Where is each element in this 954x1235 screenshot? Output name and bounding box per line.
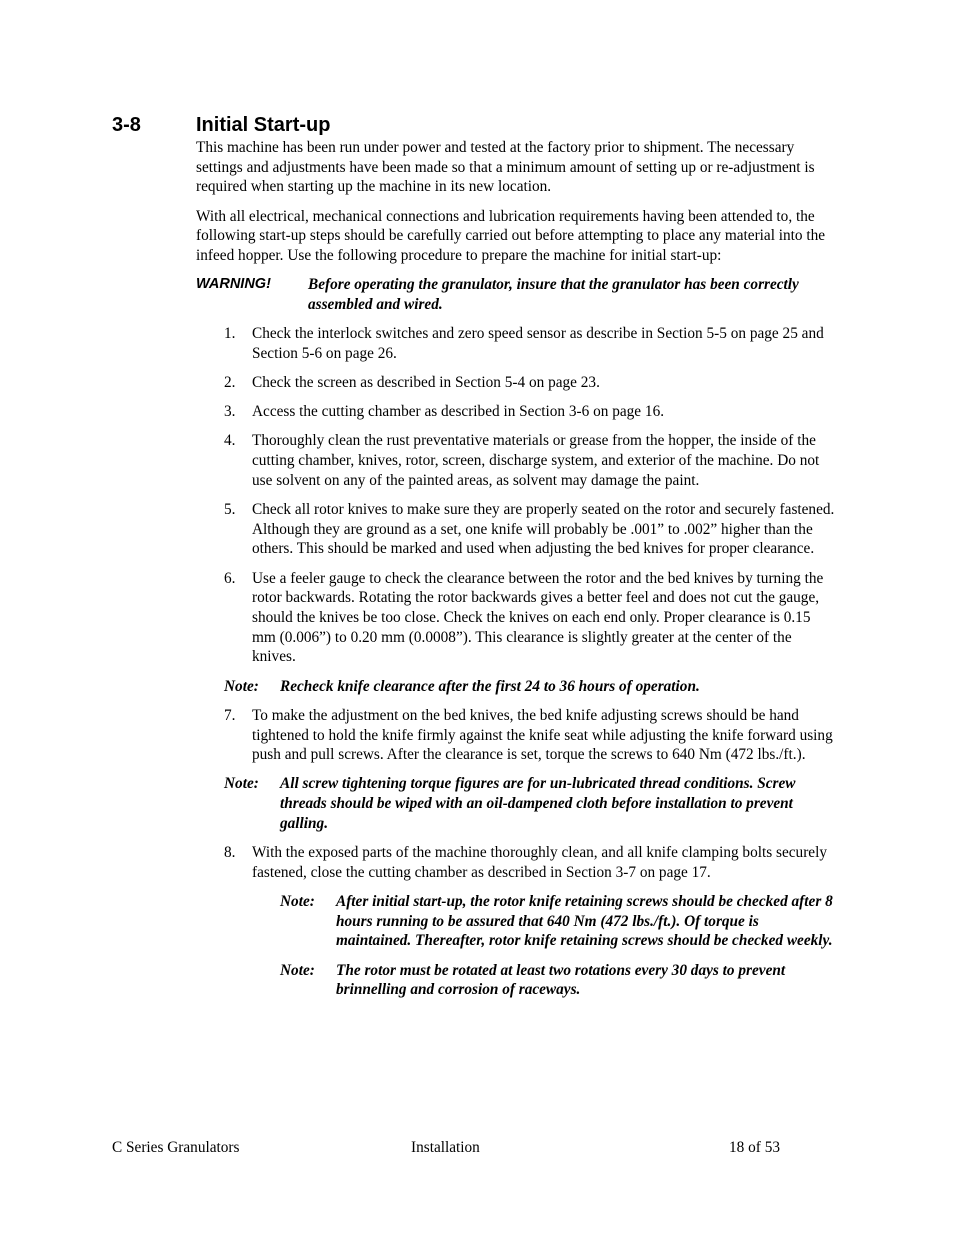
warning-callout: [196, 275, 836, 314]
note-label: Note:: [224, 775, 259, 793]
step-number: 7.: [224, 706, 236, 724]
list-item: [224, 569, 836, 668]
list-item: [224, 373, 836, 393]
step-text: Use a feeler gauge to check the clearance between the rotor and the bed knives by turning the rotor backwards. Rotating the rotor backwards gives a better feel and does not cut the gauge, should the knives be too close. Check the knives on each end only. Proper clearance is 0.15 mm (0.006”) to 0.20 mm (0.0008”). This clearance is slightly greater at the center of the knives.: [252, 569, 824, 666]
note-callout: [224, 774, 836, 833]
note-label: Note:: [224, 677, 259, 695]
note-text: All screw tightening torque figures are for un-lubricated thread conditions. Screw threads should be wiped with an oil-dampened cloth before installation to prevent galling.: [280, 775, 796, 832]
list-item: [224, 324, 836, 363]
step-number: 5.: [224, 501, 236, 519]
step-text: Check all rotor knives to make sure they are properly seated on the rotor and securely fastened. Although they are ground as a set, one knife will probably be .001” to .002” higher than the others. This should be marked and used when adjusting the bed knives for proper clearance.: [252, 501, 835, 558]
startup-steps-list: [196, 324, 836, 667]
step-number: 1.: [224, 325, 236, 343]
startup-steps-list-continued: [196, 706, 836, 765]
step-number: 4.: [224, 432, 236, 450]
section-heading: [112, 112, 330, 138]
note-text: Recheck knife clearance after the first 24 to 36 hours of operation.: [280, 677, 700, 695]
list-item: [224, 706, 836, 765]
section-number: 3-8: [112, 114, 141, 136]
step-number: 2.: [224, 374, 236, 392]
footer-chapter: Installation: [411, 1139, 480, 1156]
step-text: Thoroughly clean the rust preventative materials or grease from the hopper, the inside of the cutting chamber, knives, rotor, screen, discharge system, and exterior of the machine. Do not use solvent on any of the painted areas, as solvent may damage the paint.: [252, 432, 820, 489]
procedure-paragraph: With all electrical, mechanical connections and lubrication requirements having been attended to, the following start-up steps should be carefully carried out before attempting to place any material into the infeed hopper. Use the following procedure to prepare the machine for initial start-up:: [196, 207, 826, 265]
warning-text: Before operating the granulator, insure that the granulator has been correctly assembled and wired.: [308, 276, 799, 313]
list-item: [224, 843, 836, 882]
startup-steps-list-final: [196, 843, 836, 882]
step-text: To make the adjustment on the bed knives, the bed knife adjusting screws should be hand tightened to hold the knife firmly against the knife seat while adjusting the knife forward using push and pull screws. After the clearance is set, torque the screws to 640 Nm (472 lbs./ft.).: [252, 706, 833, 764]
step-number: 6.: [224, 569, 236, 587]
step-text: Check the screen as described in Section 5-4 on page 23.: [252, 374, 600, 392]
step-text: With the exposed parts of the machine thoroughly clean, and all knife clamping bolts securely fastened, close the cutting chamber as described in Section 3-7 on page 17.: [252, 844, 827, 881]
note-text: The rotor must be rotated at least two rotations every 30 days to prevent brinnelling and corrosion of raceways.: [336, 961, 786, 999]
list-item: [224, 431, 836, 490]
step-number: 8.: [224, 844, 236, 862]
note-label: Note:: [280, 961, 315, 979]
list-item: [224, 402, 836, 422]
warning-label: WARNING!: [196, 276, 271, 293]
step-text: Access the cutting chamber as described in Section 3-6 on page 16.: [252, 403, 665, 421]
note-callout: [280, 892, 836, 951]
section-body: [196, 138, 836, 1010]
footer-document-title: C Series Granulators: [112, 1139, 240, 1156]
intro-paragraph: This machine has been run under power and tested at the factory prior to shipment. The necessary settings and adjustments have been made so that a minimum amount of setting up or re-adjustment is required when starting up the machine in its new location.: [196, 139, 815, 196]
step-number: 3.: [224, 403, 236, 421]
note-text: After initial start-up, the rotor knife retaining screws should be checked after 8 hours running to be assured that 640 Nm (472 lbs./ft.). Of torque is maintained. Thereafter, rotor knife retaining screws should be checked weekly.: [336, 893, 833, 950]
footer-page-number: 18 of 53: [729, 1139, 780, 1156]
page-footer: [0, 1138, 954, 1160]
step-text: Check the interlock switches and zero speed sensor as describe in Section 5-5 on page 25 and Section 5-6 on page 26.: [252, 325, 824, 362]
list-item: [224, 500, 836, 559]
note-label: Note:: [280, 893, 315, 910]
section-title: Initial Start-up: [196, 114, 331, 136]
note-callout: [224, 677, 836, 697]
note-callout: [280, 961, 836, 1000]
